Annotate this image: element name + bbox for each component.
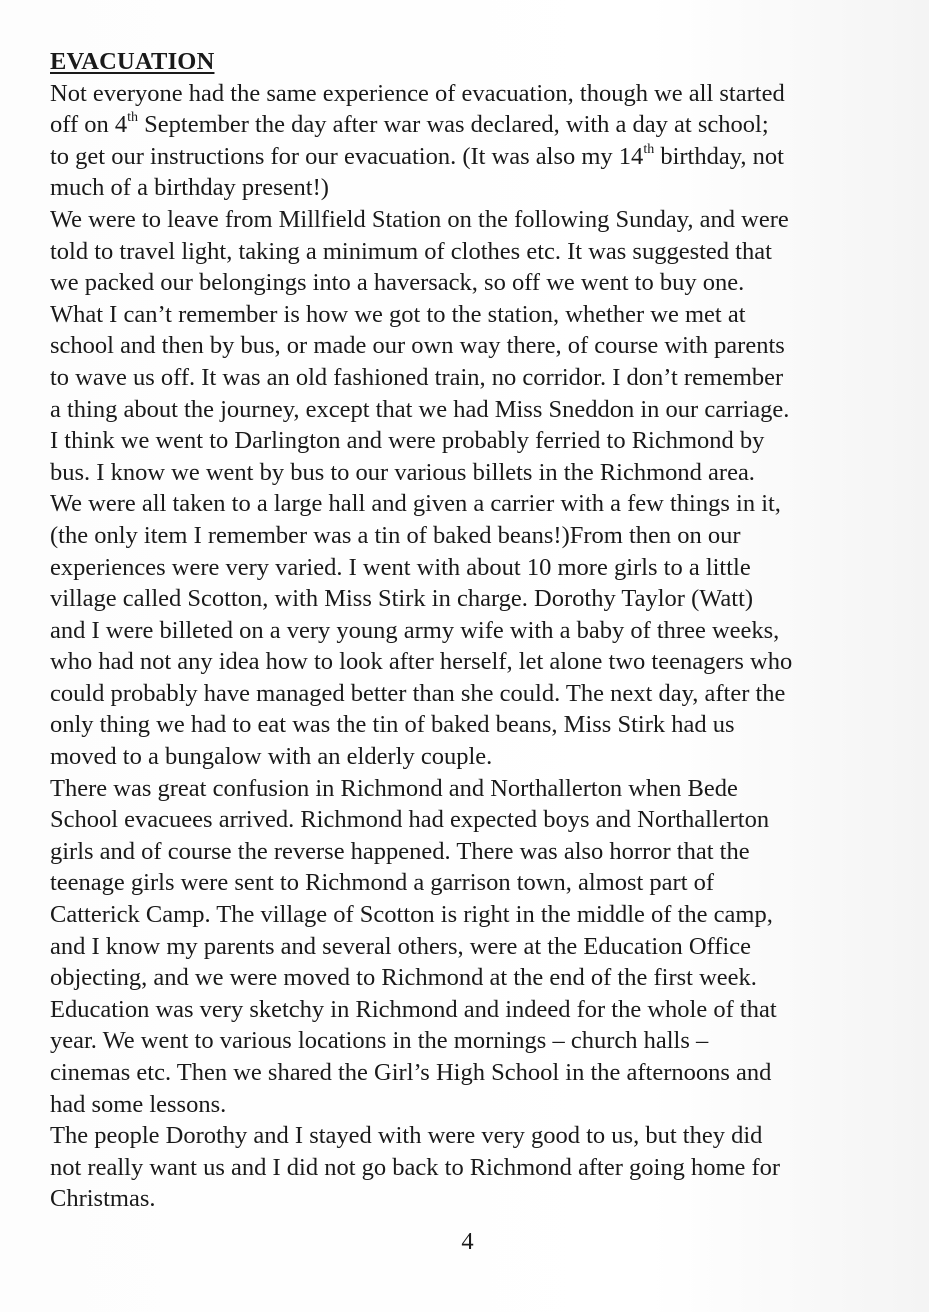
text-line: bus. I know we went by bus to our various billets in the Richmond area.: [50, 458, 755, 486]
text-line: Christmas.: [50, 1185, 156, 1213]
text-line: had some lessons.: [50, 1090, 227, 1118]
text-line: and I were billeted on a very young army wife with a baby of three weeks,: [50, 616, 780, 644]
text-segment: September the day after war was declared, with a day at school;: [138, 111, 769, 139]
text-line: told to travel light, taking a minimum of clothes etc. It was suggested that: [50, 237, 772, 265]
text-line: What I can’t remember is how we got to the station, whether we met at: [50, 300, 746, 328]
text-line: school and then by bus, or made our own way there, of course with parents: [50, 332, 785, 360]
text-line: moved to a bungalow with an elderly couple.: [50, 743, 493, 771]
text-line: I think we went to Darlington and were probably ferried to Richmond by: [50, 427, 765, 455]
text-line: Catterick Camp. The village of Scotton is right in the middle of the camp,: [50, 901, 773, 929]
text-line: not really want us and I did not go back to Richmond after going home for: [50, 1153, 781, 1181]
section-heading: EVACUATION: [50, 48, 215, 75]
text-line: Not everyone had the same experience of evacuation, though we all started: [50, 79, 785, 107]
text-line: we packed our belongings into a haversack, so off we went to buy one.: [50, 269, 745, 297]
text-line: cinemas etc. Then we shared the Girl’s High School in the afternoons and: [50, 1059, 772, 1086]
text-line: village called Scotton, with Miss Stirk in charge. Dorothy Taylor (Watt): [50, 585, 754, 613]
text-line: (the only item I remember was a tin of baked beans!)From then on our: [50, 521, 741, 549]
paragraph: [50, 204, 885, 773]
text-line: teenage girls were sent to Richmond a garrison town, almost part of: [50, 869, 715, 897]
paragraph: [50, 773, 885, 1121]
text-line: who had not any idea how to look after herself, let alone two teenagers who: [50, 648, 793, 676]
text-line: We were to leave from Millfield Station on the following Sunday, and were: [50, 205, 789, 233]
text-line: girls and of course the reverse happened. There was also horror that the: [50, 837, 750, 865]
text-line: Education was very sketchy in Richmond and indeed for the whole of that: [50, 995, 777, 1023]
ordinal-superscript: th: [127, 110, 139, 126]
text-line: The people Dorothy and I stayed with were very good to us, but they did: [50, 1122, 763, 1150]
text-line: a thing about the journey, except that we had Miss Sneddon in our carriage.: [50, 395, 790, 423]
text-segment: birthday, not: [654, 142, 784, 170]
text-line: School evacuees arrived. Richmond had expected boys and Northallerton: [50, 806, 770, 834]
text-line: year. We went to various locations in the mornings – church halls –: [50, 1027, 709, 1055]
text-line: We were all taken to a large hall and given a carrier with a few things in it,: [50, 490, 781, 518]
paragraph: [50, 1120, 885, 1215]
text-segment: to get our instructions for our evacuation. (It was also my 14: [50, 142, 644, 170]
text-line: much of a birthday present!): [50, 174, 329, 202]
document-body: [50, 46, 885, 1215]
text-segment: off on 4: [50, 111, 128, 139]
text-line: could probably have managed better than she could. The next day, after the: [50, 679, 786, 707]
text-line: only thing we had to eat was the tin of baked beans, Miss Stirk had us: [50, 711, 735, 739]
page-number: 4: [461, 1228, 474, 1255]
text-line: and I know my parents and several others, were at the Education Office: [50, 932, 751, 960]
text-line: objecting, and we were moved to Richmond at the end of the first week.: [50, 964, 757, 992]
text-line: to wave us off. It was an old fashioned train, no corridor. I don’t remember: [50, 363, 784, 391]
text-line: [50, 109, 885, 141]
text-line: experiences were very varied. I went with about 10 more girls to a little: [50, 553, 751, 581]
text-line: There was great confusion in Richmond and Northallerton when Bede: [50, 774, 738, 802]
paragraph: [50, 78, 885, 204]
text-line: [50, 141, 885, 173]
ordinal-superscript: th: [643, 141, 655, 157]
paragraph-list: [50, 78, 885, 1215]
